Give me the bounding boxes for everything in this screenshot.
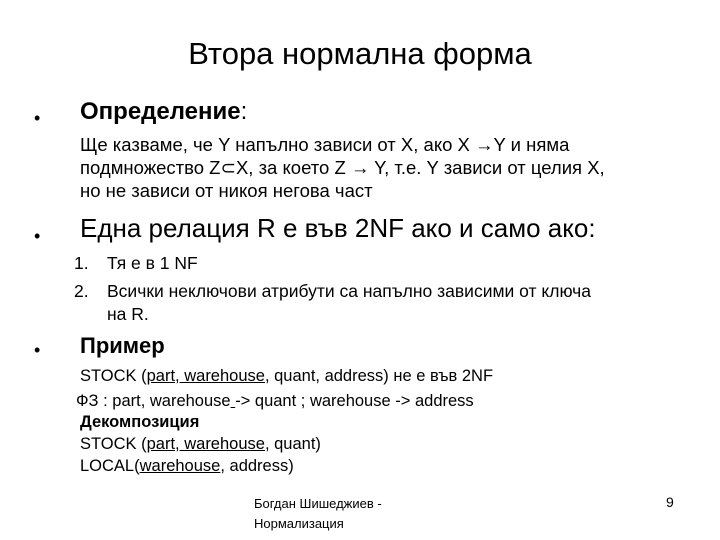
definition-heading <box>80 98 247 126</box>
page-number: 9 <box>666 494 674 510</box>
example-line-1 <box>80 367 493 386</box>
footer-author: Богдан Шишеджиев - <box>254 496 382 511</box>
definition-heading-text: Определение <box>80 98 241 125</box>
relation-suffix: , quant) <box>264 435 321 453</box>
definition-line-2: подмножество Z⊂X, за което Z → Y, т.е. Y зависи от целия X, <box>80 157 605 178</box>
example-heading: Пример <box>80 333 165 358</box>
fd-suffix: -> quant ; warehouse -> address <box>235 392 474 410</box>
condition-number: 1. <box>74 253 89 273</box>
decomposition-label: Декомпозиция <box>80 413 200 431</box>
fd-prefix: ФЗ : part, warehouse <box>76 392 231 410</box>
bullet-icon: • <box>34 226 41 246</box>
relation-prefix: STOCK ( <box>80 367 147 385</box>
definition-line-1: Ще казваме, че Y напълно зависи от X, ако X →Y и няма <box>80 134 570 155</box>
condition-number: 2. <box>74 281 89 301</box>
footer <box>254 494 382 534</box>
relation-prefix: STOCK ( <box>80 435 147 453</box>
condition-2-line-2: на R. <box>107 304 149 324</box>
slide-title: Втора нормална форма <box>188 36 532 71</box>
footer-topic: Нормализация <box>254 516 344 531</box>
primary-key: part, warehouse <box>146 367 265 385</box>
2nf-statement: Една релация R е във 2NF ако и само ако: <box>80 213 596 243</box>
condition-1-text: Тя е в 1 NF <box>107 253 198 273</box>
definition-line-3: но не зависи от никоя негова част <box>80 180 373 201</box>
relation-suffix: , quant, address) не е във 2NF <box>264 367 494 385</box>
primary-key: part, warehouse <box>146 435 265 453</box>
relation-suffix: , address) <box>220 457 294 475</box>
primary-key: warehouse <box>139 457 221 475</box>
example-line-4 <box>80 435 321 454</box>
example-line-2 <box>76 392 474 411</box>
relation-prefix: LOCAL( <box>80 457 140 475</box>
example-line-5 <box>80 457 294 476</box>
bullet-icon: • <box>34 340 41 360</box>
bullet-icon: • <box>34 108 41 128</box>
condition-2-line-1: Всички неключови атрибути са напълно зависими от ключа <box>107 281 592 301</box>
definition-colon: : <box>240 98 248 125</box>
